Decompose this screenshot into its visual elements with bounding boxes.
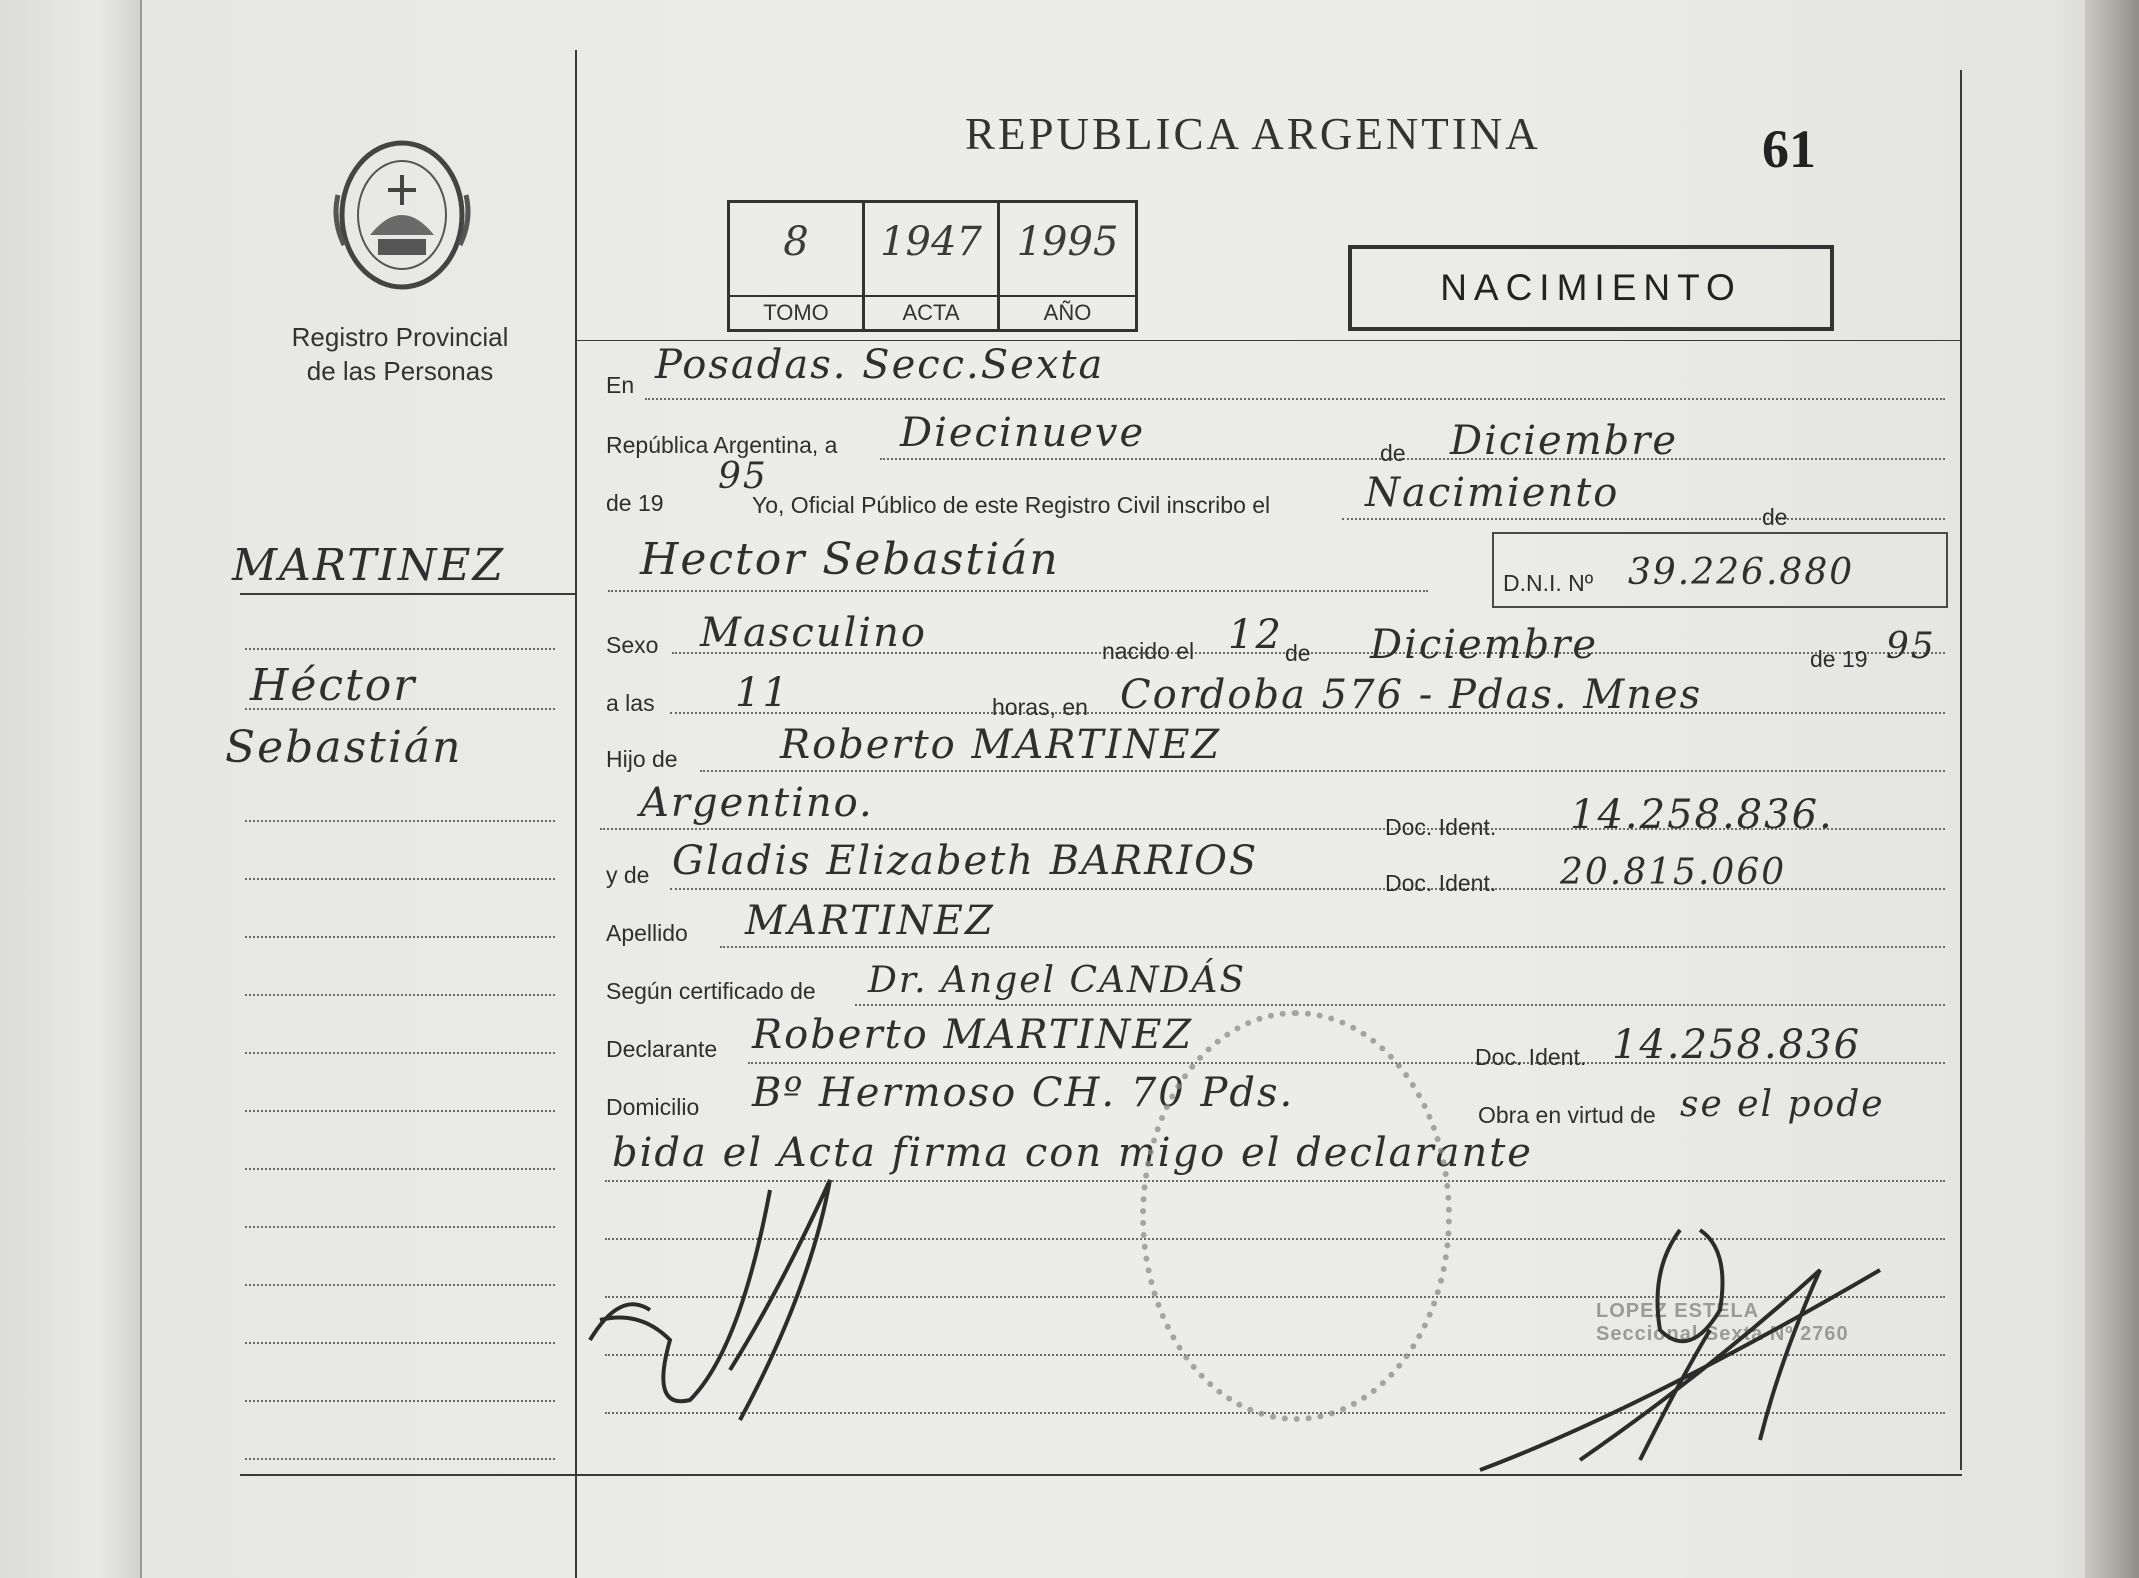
hw-declarant: Roberto MARTINEZ <box>752 1012 1194 1058</box>
margin-given-1: Héctor <box>250 660 417 711</box>
book-spine <box>0 0 142 1578</box>
label-obra: Obra en virtud de <box>1478 1102 1656 1128</box>
margin-line <box>245 1168 555 1170</box>
page-number: 61 <box>1762 119 1816 179</box>
field-line <box>645 398 1945 400</box>
record-type: NACIMIENTO <box>1348 245 1834 331</box>
margin-line <box>245 1052 555 1054</box>
label-doc-ident: Doc. Ident. <box>1475 1044 1587 1070</box>
hw-act: Nacimiento <box>1365 470 1620 516</box>
hw-day: Diecinueve <box>900 410 1146 456</box>
official-stamp-icon <box>1140 1010 1452 1422</box>
margin-surname: MARTINEZ <box>232 540 506 591</box>
hw-nationality: Argentino. <box>640 780 874 826</box>
field-line <box>880 458 1945 460</box>
hw-mother: Gladis Elizabeth BARRIOS <box>672 838 1259 884</box>
label-doc-ident: Doc. Ident. <box>1385 870 1497 896</box>
hw-sex: Masculino <box>700 610 927 656</box>
book-edge <box>2085 0 2139 1578</box>
label-apellido: Apellido <box>606 920 688 946</box>
hw-by-virtue: se el pode <box>1680 1084 1885 1125</box>
stamp-name: LOPEZ ESTELA <box>1596 1300 1760 1322</box>
margin-line <box>245 1226 555 1228</box>
ano-label: AÑO <box>1000 295 1135 329</box>
margin-line <box>245 1284 555 1286</box>
margin-line <box>245 1342 555 1344</box>
margin-line <box>245 708 555 710</box>
hw-birth-year: 95 <box>1886 626 1936 667</box>
margin-line <box>245 936 555 938</box>
hw-declarant-doc: 14.258.836 <box>1612 1022 1862 1068</box>
right-border <box>1960 70 1962 1470</box>
hw-name: Hector Sebastián <box>640 534 1060 585</box>
hw-certificate: Dr. Angel CANDÁS <box>868 960 1247 1001</box>
field-line <box>1342 518 1945 520</box>
label-de19: de 19 <box>1810 646 1868 672</box>
margin-line <box>245 1400 555 1402</box>
hw-continuation: bida el Acta firma con migo el declarante <box>612 1130 1533 1176</box>
hw-birth-place: Cordoba 576 - Pdas. Mnes <box>1120 672 1703 718</box>
ano-value: 1995 <box>1016 219 1119 265</box>
tomo-cell <box>730 203 865 329</box>
tomo-value: 8 <box>783 219 809 265</box>
label-horas: horas, en <box>992 694 1088 720</box>
hw-birth-month: Diciembre <box>1370 622 1599 668</box>
field-line <box>700 770 1945 772</box>
acta-value: 1947 <box>880 219 982 265</box>
province-seal-icon <box>330 135 475 295</box>
hw-place: Posadas. Secc.Sexta <box>655 342 1105 388</box>
label-y-de: y de <box>606 862 650 888</box>
label-nacido: nacido el <box>1102 638 1195 664</box>
label-sexo: Sexo <box>606 632 659 658</box>
label-republica: República Argentina, a <box>606 432 838 458</box>
hw-address: Bº Hermoso CH. 70 Pds. <box>752 1070 1295 1116</box>
registry-line-2: de las Personas <box>306 356 494 386</box>
label-de19: de 19 <box>606 490 664 516</box>
header-rule <box>575 340 1960 341</box>
registry-name <box>270 320 530 388</box>
declarant-signature-icon <box>580 1170 900 1430</box>
label-declarante: Declarante <box>606 1036 718 1062</box>
hw-father-doc: 14.258.836. <box>1570 792 1834 838</box>
margin-line <box>245 1458 555 1460</box>
label-segun: Según certificado de <box>606 978 816 1004</box>
record-box <box>727 200 1138 332</box>
label-de: de <box>1380 440 1406 466</box>
label-doc-ident: Doc. Ident. <box>1385 814 1497 840</box>
margin-line <box>245 648 555 650</box>
hw-hour: 11 <box>735 670 790 716</box>
stamp-office: Seccional Sexta Nº 2760 <box>1596 1323 1849 1345</box>
field-line <box>855 1004 1945 1006</box>
registry-line-1: Registro Provincial <box>291 322 509 352</box>
hw-month: Diciembre <box>1450 418 1679 464</box>
country-title: REPUBLICA ARGENTINA <box>965 109 1541 159</box>
margin-line <box>245 820 555 822</box>
label-domicilio: Domicilio <box>606 1094 700 1120</box>
column-divider <box>575 50 577 1578</box>
hw-mother-doc: 20.815.060 <box>1560 852 1787 893</box>
label-de: de <box>1762 504 1788 530</box>
label-de: de <box>1285 640 1311 666</box>
hw-father: Roberto MARTINEZ <box>780 722 1222 768</box>
hw-dni: 39.226.880 <box>1628 552 1855 593</box>
acta-label: ACTA <box>865 295 997 329</box>
field-line <box>720 946 1945 948</box>
officer-signature-icon <box>1460 1210 1900 1490</box>
hw-birth-day: 12 <box>1228 612 1283 658</box>
hw-surname: MARTINEZ <box>745 898 995 944</box>
label-dni: D.N.I. Nº <box>1503 570 1594 596</box>
label-yo-oficial: Yo, Oficial Público de este Registro Civil inscribo el <box>752 492 1271 518</box>
margin-line <box>245 1110 555 1112</box>
hw-year-suffix: 95 <box>718 456 768 497</box>
margin-line <box>245 994 555 996</box>
margin-given-2: Sebastián <box>225 722 463 773</box>
tomo-label: TOMO <box>730 295 862 329</box>
acta-cell <box>865 203 1000 329</box>
margin-rule <box>240 593 576 595</box>
ano-cell <box>1000 203 1135 329</box>
field-line <box>608 590 1428 592</box>
label-a-las: a las <box>606 690 655 716</box>
label-hijo: Hijo de <box>606 746 678 772</box>
margin-line <box>245 878 555 880</box>
label-en: En <box>606 372 635 398</box>
